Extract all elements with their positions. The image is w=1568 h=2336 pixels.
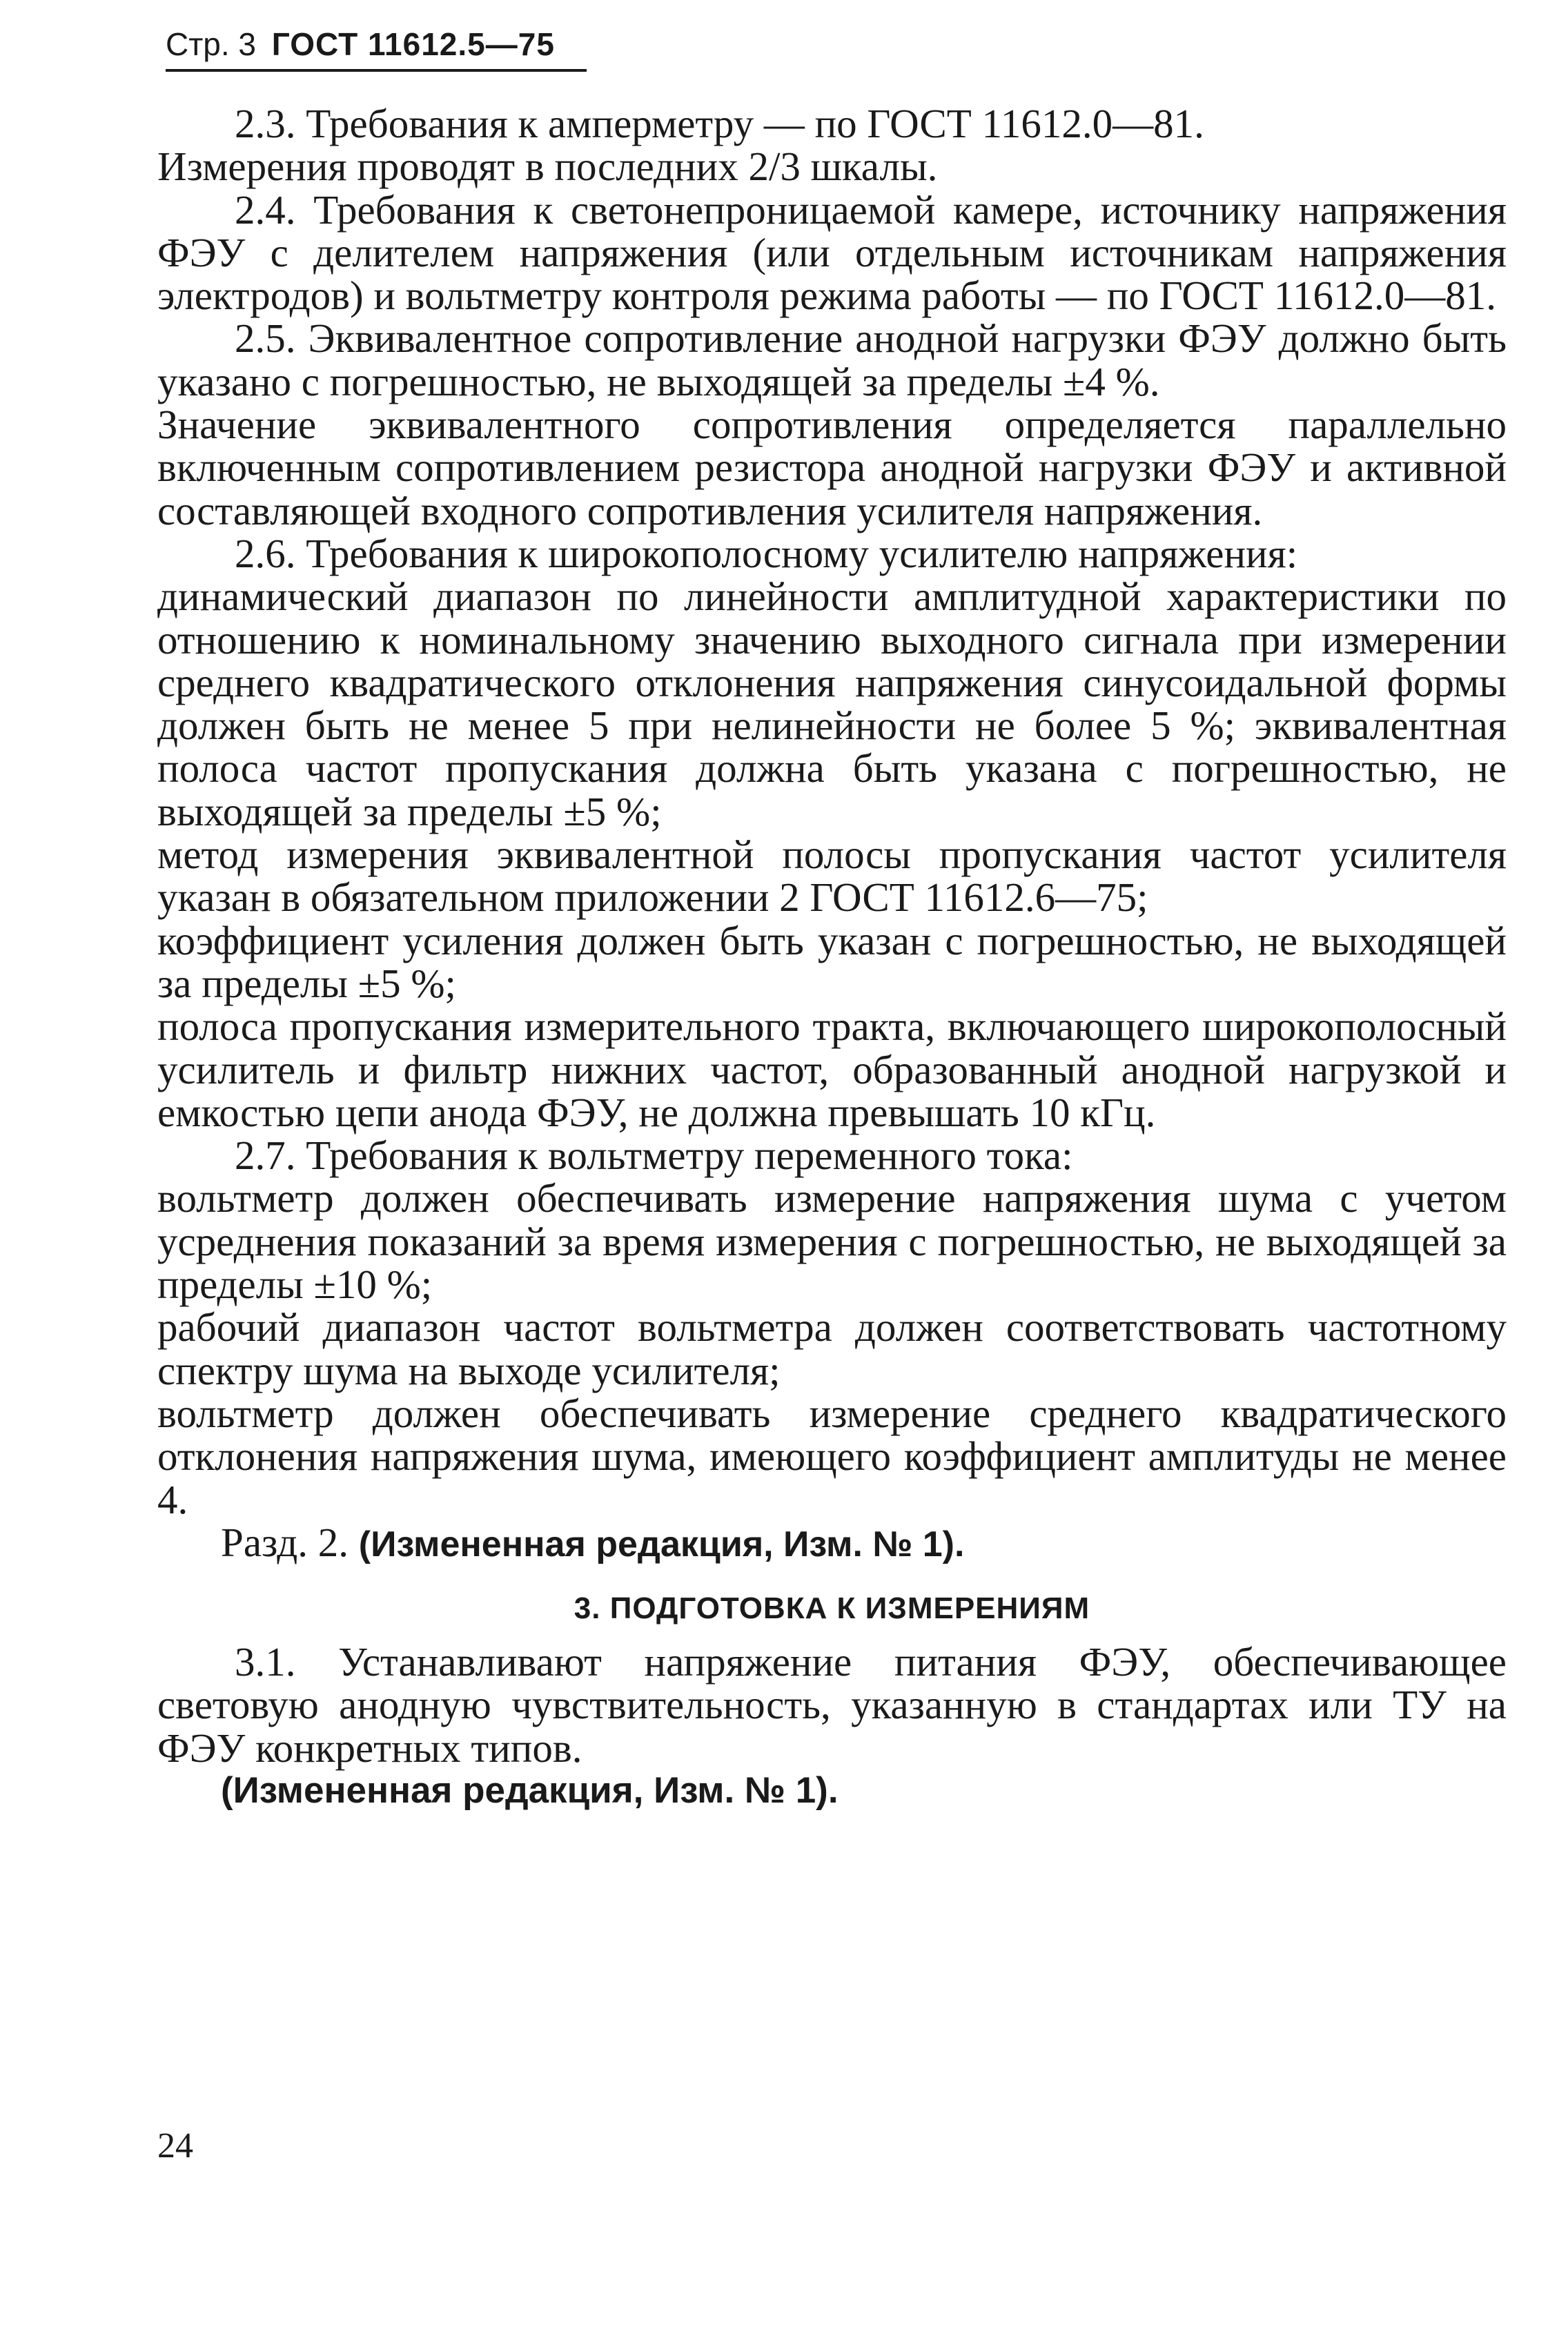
paragraph-2-3: 2.3. Требования к амперметру — по ГОСТ 11612.0—81. xyxy=(235,101,1204,146)
paragraph-2-7-frequency: рабочий диапазон частот вольтметра должен соответствовать частотному спектру шума на выходе усилителя; xyxy=(157,1304,1507,1393)
standard-number: ГОСТ 11612.5—75 xyxy=(271,26,555,62)
paragraph-2-5: 2.5. Эквивалентное сопротивление анодной нагрузки ФЭУ должно быть указано с погрешностью, не выходящей за пределы ±4 %. xyxy=(157,315,1507,404)
paragraph-2-5-note: Значение эквивалентного сопротивления определяется параллельно включенным сопротивлением резистора анодной нагрузки ФЭУ и активной составляющей входного сопротивления усилителя напряжения. xyxy=(157,402,1507,533)
paragraph-2-6-dynamic-range: динамический диапазон по линейности амплитудной характеристики по отношению к номинальному значению выходного сигнала при измерении среднего квадратического отклонения напряжения синусоидальной формы должен быть не менее 5 при нелинейности не более 5 %; эквивалентная полоса частот пропускания должна быть указана с погрешностью, не выходящей за пределы ±5 %; xyxy=(157,573,1507,834)
paragraph-2-7-crest: вольтметр должен обеспечивать измерение среднего квадратического отклонения напряжения шума, имеющего коэффициент амплитуды не менее 4. xyxy=(157,1390,1507,1522)
page-number: 24 xyxy=(157,2126,193,2166)
running-head xyxy=(166,23,555,65)
header-rule xyxy=(166,69,587,72)
document-body xyxy=(157,102,1507,1812)
paragraph-2-3-note: Измерения проводят в последних 2/3 шкалы. xyxy=(157,144,938,190)
paragraph-2-6-bandwidth: полоса пропускания измерительного тракта, включающего широкополосный усилитель и фильтр нижних частот, образованный анодной нагрузкой и емкостью цепи анода ФЭУ, не должна превышать 10 кГц. xyxy=(157,1003,1507,1135)
section-3-heading: 3. ПОДГОТОВКА К ИЗМЕРЕНИЯМ xyxy=(574,1591,1090,1626)
paragraph-2-7-measurement: вольтметр должен обеспечивать измерение напряжения шума с учетом усреднения показаний за время измерения с погрешностью, не выходящей за пределы ±10 %; xyxy=(157,1175,1507,1308)
paragraph-2-7: 2.7. Требования к вольтметру переменного тока: xyxy=(235,1132,1073,1179)
amendment-prefix: Разд. 2. xyxy=(221,1519,359,1565)
section-2-amendment xyxy=(157,1521,1507,1566)
amendment-note: (Измененная редакция, Изм. № 1). xyxy=(358,1524,965,1564)
paragraph-2-6-method: метод измерения эквивалентной полосы пропускания частот усилителя указан в обязательном приложении 2 ГОСТ 11612.6—75; xyxy=(157,832,1507,921)
page-label: Стр. 3 xyxy=(166,26,257,62)
paragraph-3-1: 3.1. Устанавливают напряжение питания ФЭУ, обеспечивающее световую анодную чувствительность, указанную в стандартах или ТУ на ФЭУ конкретных типов. xyxy=(157,1639,1507,1771)
paragraph-2-4: 2.4. Требования к светонепроницаемой камере, источнику напряжения ФЭУ с делителем напряжения (или отдельным источникам напряжения электродов) и вольтметру контроля режима работы — по ГОСТ 11612.0—81. xyxy=(157,186,1507,319)
section-3-amendment: (Измененная редакция, Изм. № 1). xyxy=(221,1769,839,1811)
paragraph-2-6-gain: коэффициент усиления должен быть указан с погрешностью, не выходящей за пределы ±5 %; xyxy=(157,917,1507,1006)
paragraph-2-6: 2.6. Требования к широкополосному усилителю напряжения: xyxy=(235,530,1298,576)
